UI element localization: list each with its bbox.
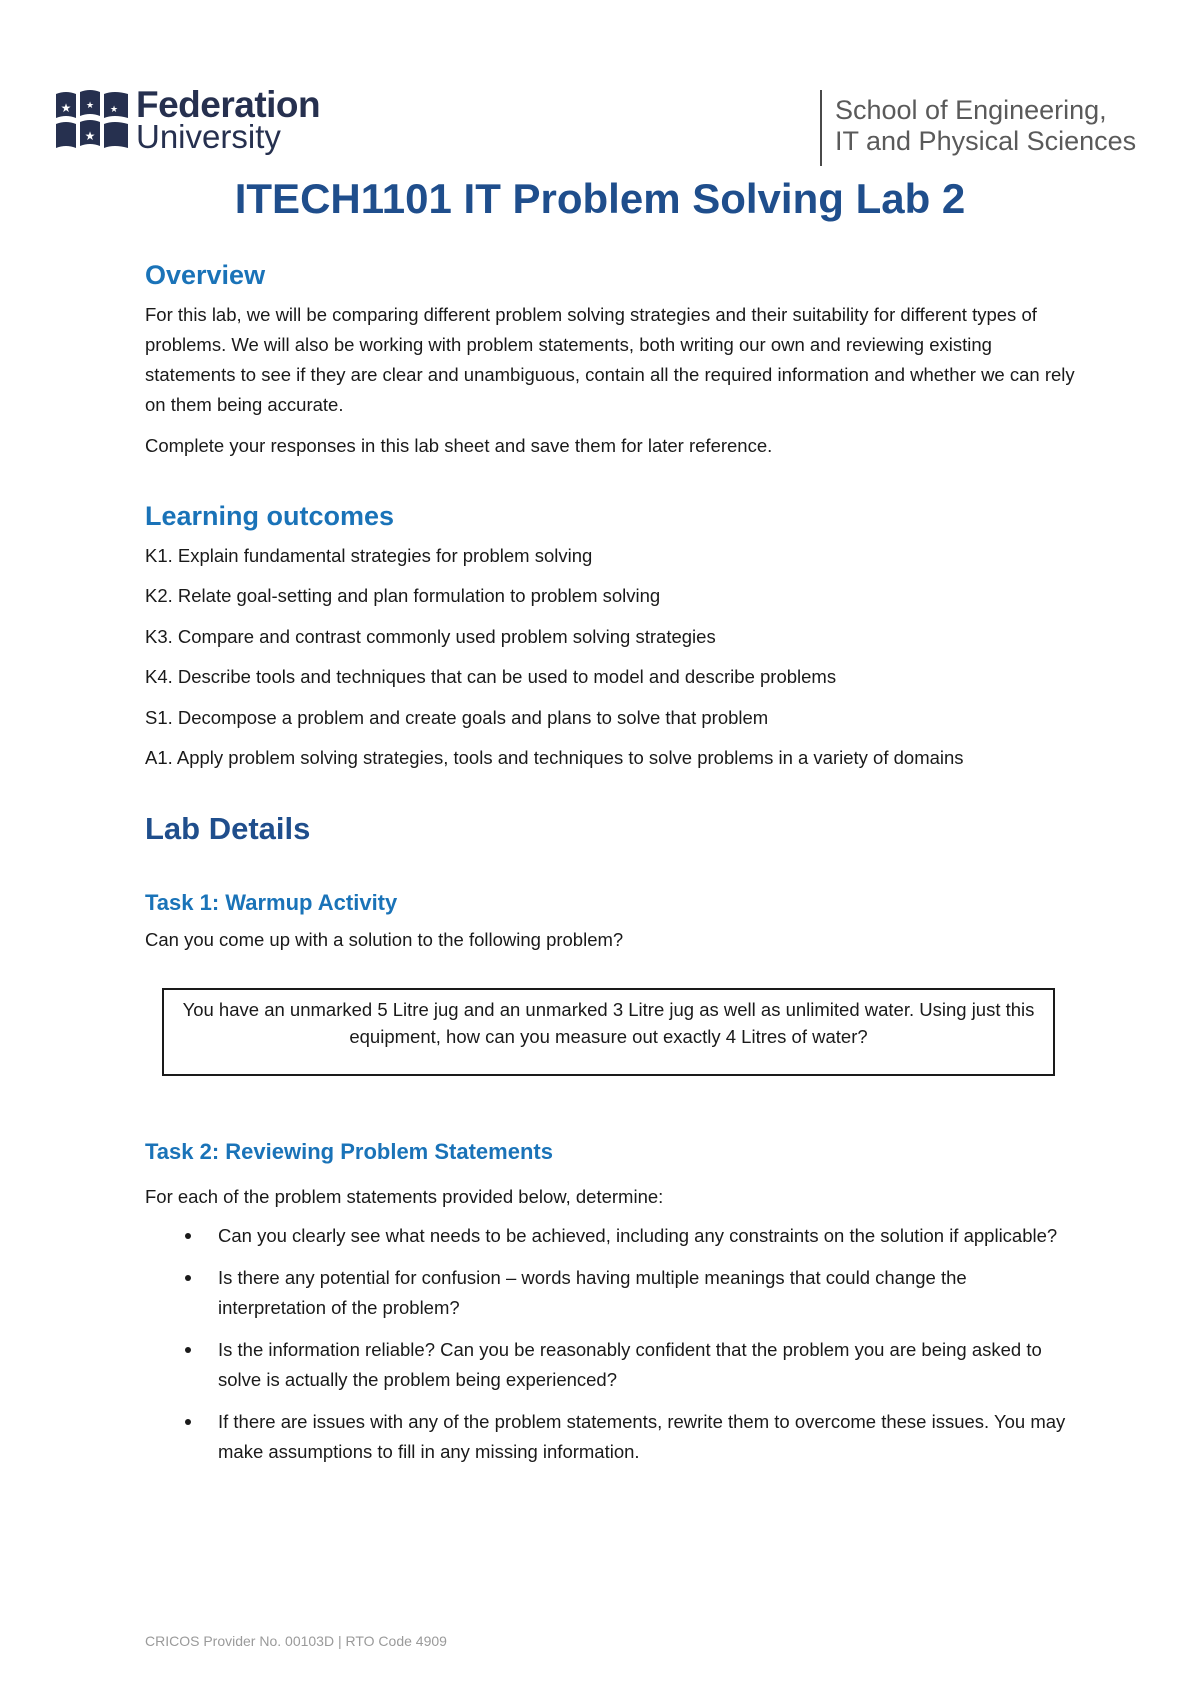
svg-text:★: ★ bbox=[85, 101, 95, 111]
school-name-line-2: IT and Physical Sciences bbox=[835, 126, 1137, 156]
list-item bbox=[145, 1263, 1075, 1323]
footer-cricos: CRICOS Provider No. 00103D | RTO Code 4909 bbox=[145, 1633, 447, 1649]
list-item-text: Is there any potential for confusion – words having multiple meanings that could change the interpretation of the problem? bbox=[218, 1267, 967, 1318]
task-1-heading: Task 1: Warmup Activity bbox=[145, 890, 398, 915]
svg-text:★: ★ bbox=[84, 129, 96, 143]
svg-text:★: ★ bbox=[109, 105, 119, 115]
list-item-text: Can you clearly see what needs to be achieved, including any constraints on the solution if applicable? bbox=[218, 1225, 1058, 1246]
outcome-item: K2. Relate goal-setting and plan formulation to problem solving bbox=[145, 585, 661, 606]
school-name bbox=[835, 95, 1136, 157]
outcome-item: K4. Describe tools and techniques that can be used to model and describe problems bbox=[145, 666, 837, 687]
task-2-criteria-list bbox=[145, 1221, 1075, 1479]
bullet-icon bbox=[185, 1347, 191, 1353]
school-name-line-1: School of Engineering, bbox=[835, 95, 1107, 125]
bullet-icon bbox=[185, 1275, 191, 1281]
task-1-intro: Can you come up with a solution to the following problem? bbox=[145, 929, 624, 950]
overview-heading: Overview bbox=[145, 260, 266, 290]
task-2-intro: For each of the problem statements provided below, determine: bbox=[145, 1186, 664, 1207]
document-title: ITECH1101 IT Problem Solving Lab 2 bbox=[234, 175, 966, 222]
svg-text:★: ★ bbox=[60, 101, 72, 115]
problem-statement-box: You have an unmarked 5 Litre jug and an unmarked 3 Litre jug as well as unlimited water. Using just this equipment, how can you measure out exactly 4 Litres of water? bbox=[162, 988, 1055, 1076]
header-divider bbox=[820, 90, 822, 166]
bullet-icon bbox=[185, 1419, 191, 1425]
logo-text-university: University bbox=[136, 118, 281, 155]
logo-text-federation: Federation bbox=[136, 84, 321, 125]
outcome-item: K3. Compare and contrast commonly used problem solving strategies bbox=[145, 626, 716, 647]
list-item bbox=[145, 1407, 1075, 1467]
flag-emblem-icon bbox=[56, 90, 132, 154]
bullet-icon bbox=[185, 1233, 191, 1239]
outcome-item: S1. Decompose a problem and create goals and plans to solve that problem bbox=[145, 707, 769, 728]
task-2-heading: Task 2: Reviewing Problem Statements bbox=[145, 1139, 553, 1164]
outcome-item: A1. Apply problem solving strategies, tools and techniques to solve problems in a variety of domains bbox=[145, 747, 964, 768]
lab-details-heading: Lab Details bbox=[145, 811, 311, 846]
learning-outcomes-heading: Learning outcomes bbox=[145, 501, 395, 531]
overview-paragraph: For this lab, we will be comparing different problem solving strategies and their suitability for different types of problems. We will also be working with problem statements, both writing our own and reviewing existing statements to see if they are clear and unambiguous, contain all the required information and whether we can rely on them being accurate. bbox=[145, 304, 1075, 415]
list-item-text: If there are issues with any of the problem statements, rewrite them to overcome these issues. You may make assumptions to fill in any missing information. bbox=[218, 1411, 1066, 1462]
overview-paragraph-2: Complete your responses in this lab sheet and save them for later reference. bbox=[145, 435, 773, 456]
outcome-item: K1. Explain fundamental strategies for problem solving bbox=[145, 545, 593, 566]
federation-university-logo bbox=[56, 84, 326, 160]
list-item bbox=[145, 1221, 1075, 1251]
list-item-text: Is the information reliable? Can you be reasonably confident that the problem you are being asked to solve is actually the problem being experienced? bbox=[218, 1339, 1042, 1390]
list-item bbox=[145, 1335, 1075, 1395]
